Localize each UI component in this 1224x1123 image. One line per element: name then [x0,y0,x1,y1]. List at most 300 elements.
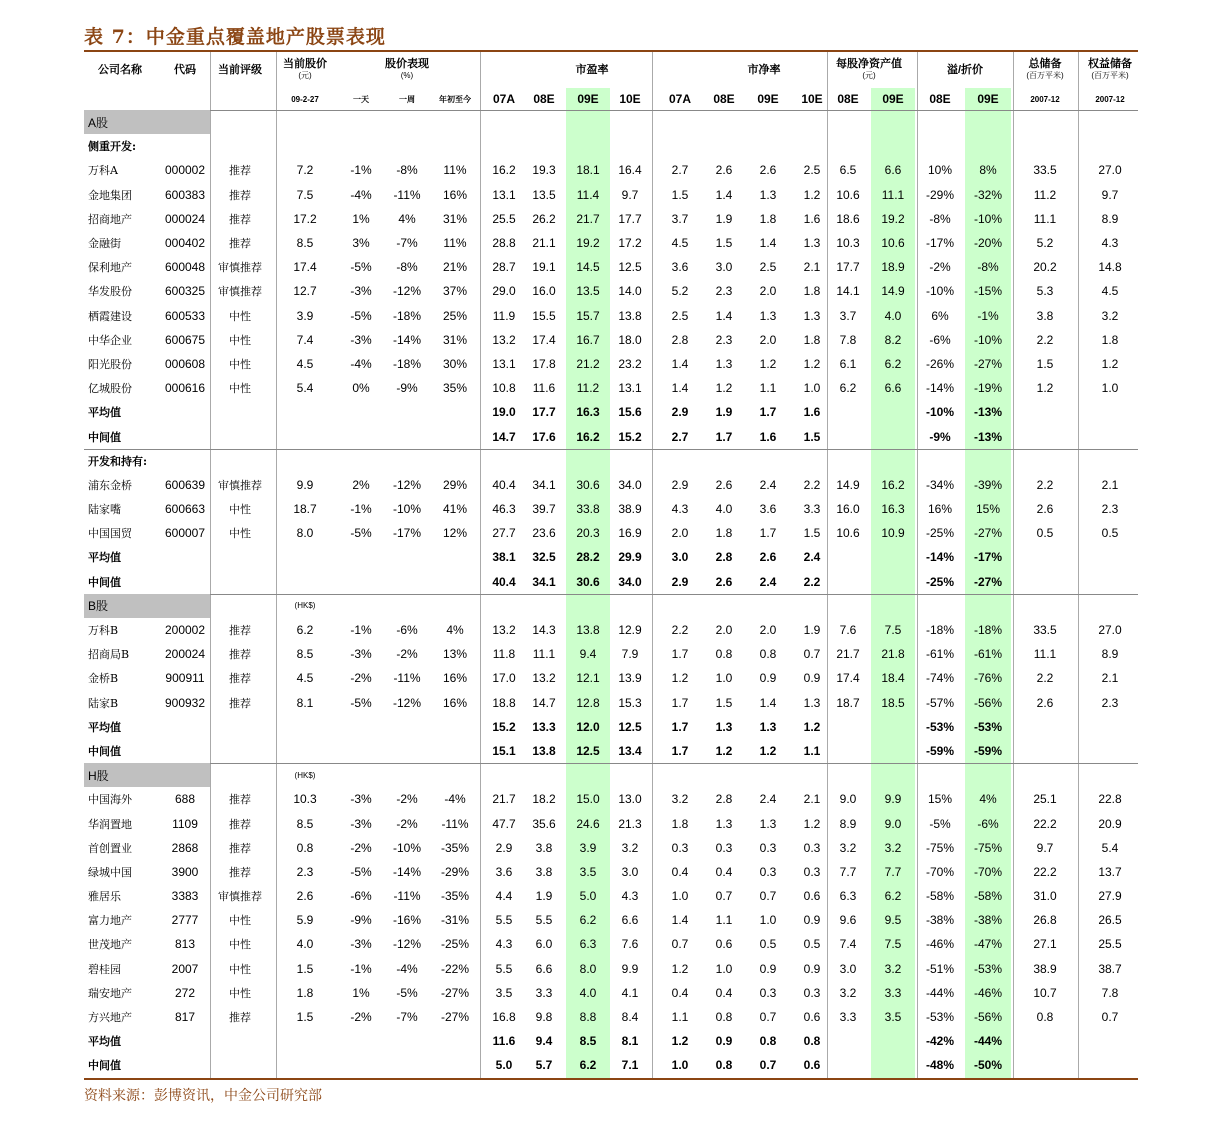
value-cell: 18.4 [881,671,905,686]
value-cell: 18.6 [836,211,860,226]
value-cell: 1.9 [803,623,821,638]
value-cell: 15.7 [576,308,600,323]
value-cell: 3.5 [579,864,597,879]
summary-label: 平均值 [88,1035,121,1049]
summary-value: 5.7 [535,1058,553,1073]
summary-value: 11.6 [492,1034,516,1049]
table-row [84,497,1138,521]
value-cell: 6.3 [839,889,857,904]
header-11 [1080,52,1140,88]
value-cell: -18% [973,623,1002,638]
value-cell: -7% [396,1010,418,1025]
value-cell: -53% [925,1010,954,1025]
value-cell: 5.4 [1101,840,1119,855]
value-cell: 11.8 [492,647,516,662]
value-cell: 2.3 [715,332,733,347]
value-cell: 1.4 [715,187,733,202]
value-cell: 5.2 [1036,236,1054,251]
value-cell: 0.9 [803,671,821,686]
value-cell: 26.2 [532,211,556,226]
summary-value: -9% [929,429,951,444]
value-cell: 0.6 [803,1010,821,1025]
value-cell: 8.1 [296,695,314,710]
value-cell: -6% [396,623,418,638]
header-2 [165,52,205,88]
value-cell: 31% [442,211,468,226]
value-cell: 34.1 [532,477,556,492]
stock-code: 600048 [164,260,206,275]
value-cell: 18.9 [881,260,905,275]
value-cell: -75% [973,840,1002,855]
rating: 中性 [229,914,251,928]
value-cell: 16% [927,502,953,517]
value-cell: 1.9 [715,211,733,226]
rating: 推荐 [229,212,251,226]
value-cell: 1.4 [715,308,733,323]
summary-value: 12.0 [576,719,600,734]
value-cell: 4.3 [495,937,513,952]
value-cell: 25% [442,308,468,323]
value-cell: 26.5 [1098,913,1122,928]
value-cell: 0.7 [1101,1010,1119,1025]
summary-value: -48% [925,1058,954,1073]
value-cell: -3% [350,284,372,299]
value-cell: -2% [350,1010,372,1025]
company-name: 中华企业 [88,333,132,347]
value-cell: 2.2 [1036,671,1054,686]
value-cell: 15.0 [576,792,600,807]
subheader-15: 08E [929,92,951,106]
value-cell: 3.6 [759,502,777,517]
summary-value: 1.5 [803,429,821,444]
stock-code: 272 [174,985,196,1000]
value-cell: 15.5 [532,308,556,323]
table-row [84,473,1138,497]
rating: 中性 [229,503,251,517]
value-cell: -2% [350,840,372,855]
value-cell: -70% [925,864,954,879]
value-cell: 16.2 [492,163,516,178]
stock-code: 600007 [164,526,206,541]
value-cell: 5.5 [495,961,513,976]
summary-value: 8.1 [621,1034,639,1049]
value-cell: 16.7 [576,332,600,347]
value-cell: 9.7 [621,187,639,202]
row-divider [84,594,1138,595]
table-row [84,376,1138,400]
value-cell: 10.3 [293,792,317,807]
value-cell: 0.3 [671,840,689,855]
value-cell: -9% [396,381,418,396]
value-cell: -11% [393,889,421,904]
value-cell: -12% [392,477,421,492]
header-row-2 [84,88,1138,110]
value-cell: 14.3 [532,623,556,638]
value-cell: 13.1 [618,381,642,396]
summary-value: 28.2 [576,550,600,565]
value-cell: -10% [392,840,421,855]
company-name: 陆家嘴 [88,503,121,517]
value-cell: -5% [350,260,372,275]
header-unit: (%) [400,71,414,80]
company-name: 金融街 [88,237,121,251]
value-cell: 2.0 [671,526,689,541]
subheader-13: 08E [837,92,859,106]
stock-code: 600533 [164,308,206,323]
value-cell: -70% [973,864,1002,879]
value-cell: -57% [925,695,954,710]
rating: 推荐 [229,648,251,662]
value-cell: -38% [925,913,954,928]
rating: 推荐 [229,188,251,202]
summary-value: -13% [973,429,1002,444]
value-cell: 16.2 [881,477,905,492]
company-name: 阳光股份 [88,357,132,371]
value-cell: 2.2 [803,477,821,492]
value-cell: -5% [350,864,372,879]
stock-code: 000002 [164,163,206,178]
value-cell: 16.0 [836,502,860,517]
value-cell: 3.0 [715,260,733,275]
value-cell: 0.7 [803,647,821,662]
stock-code: 600325 [164,284,206,299]
value-cell: 1.4 [671,913,689,928]
rating: 中性 [229,527,251,541]
summary-value: 1.7 [759,405,777,420]
value-cell: 3.3 [535,985,553,1000]
value-cell: 17.2 [618,236,642,251]
value-cell: 16% [442,187,468,202]
value-cell: 0.3 [803,864,821,879]
value-cell: -35% [440,889,469,904]
value-cell: -3% [350,816,372,831]
rating: 审慎推荐 [218,478,262,492]
table-row [84,860,1138,884]
value-cell: 1.8 [671,816,689,831]
value-cell: 6.3 [579,937,597,952]
value-cell: -47% [973,937,1002,952]
value-cell: 25.5 [492,211,516,226]
value-cell: 30% [442,356,468,371]
value-cell: 10.7 [1033,985,1057,1000]
value-cell: 9.0 [884,816,902,831]
value-cell: 3.7 [671,211,689,226]
header-label: 每股净资产值 [836,58,902,70]
value-cell: 17.4 [836,671,860,686]
summary-value: 1.2 [759,743,777,758]
value-cell: 2.2 [671,623,689,638]
summary-value: 0.9 [715,1034,733,1049]
value-cell: 0.4 [715,985,733,1000]
summary-value: 34.1 [532,574,556,589]
header-10 [1016,52,1074,88]
rating: 审慎推荐 [218,890,262,904]
value-cell: 7.5 [884,937,902,952]
value-cell: 4.1 [621,985,639,1000]
value-cell: 2.0 [759,623,777,638]
header-label: 市盈率 [575,64,609,76]
stock-code: 2007 [171,961,199,976]
value-cell: 1.3 [759,816,777,831]
summary-row [84,570,1138,594]
value-cell: 20.3 [576,526,600,541]
value-cell: 34.0 [618,477,642,492]
summary-value: 0.7 [759,1058,777,1073]
value-cell: 23.6 [532,526,556,541]
company-name: 亿城股份 [88,382,132,396]
value-cell: 4.0 [715,502,733,517]
summary-value: 0.8 [803,1034,821,1049]
summary-value: 1.7 [671,719,689,734]
value-cell: -9% [350,913,372,928]
value-cell: 2.0 [759,332,777,347]
value-cell: 17.4 [293,260,317,275]
currency-note: (HK$) [294,770,316,780]
value-cell: -51% [925,961,954,976]
value-cell: -61% [925,647,954,662]
value-cell: 5.5 [495,913,513,928]
company-name: 浦东金桥 [88,478,132,492]
value-cell: 16% [442,695,468,710]
value-cell: 1.2 [803,356,821,371]
value-cell: 9.5 [884,913,902,928]
value-cell: 13.7 [1098,864,1122,879]
summary-value: 1.1 [803,743,821,758]
header-unit: (元) [298,71,312,80]
value-cell: 27.1 [1033,937,1057,952]
group-label: 侧重开发: [88,140,137,154]
value-cell: 4.5 [296,671,314,686]
value-cell: 2.5 [671,308,689,323]
value-cell: 7.5 [884,623,902,638]
subheader-5: 07A [492,92,515,106]
value-cell: 0.6 [803,889,821,904]
value-cell: 5.0 [579,889,597,904]
header-label: 权益储备 [1088,58,1132,70]
value-cell: 1.6 [803,211,821,226]
value-cell: 1.4 [759,236,777,251]
stock-code: 688 [174,792,196,807]
summary-value: 14.7 [492,429,516,444]
company-name: 保利地产 [88,261,132,275]
value-cell: 18.8 [492,695,516,710]
company-name: 雅居乐 [88,890,121,904]
value-cell: -53% [973,961,1002,976]
summary-value: 1.2 [671,1034,689,1049]
value-cell: 1.8 [803,284,821,299]
value-cell: -10% [973,332,1002,347]
header-label: 当前评级 [218,64,262,76]
stock-table [84,52,1138,1078]
value-cell: 6.6 [535,961,553,976]
value-cell: 19.3 [532,163,556,178]
value-cell: 46.3 [492,502,516,517]
rating: 推荐 [229,164,251,178]
value-cell: -46% [973,985,1002,1000]
stock-code: 1109 [172,816,198,831]
header-unit: (元) [862,71,876,80]
value-cell: -18% [925,623,954,638]
value-cell: -27% [973,526,1002,541]
value-cell: 14.7 [532,695,556,710]
value-cell: -10% [973,211,1002,226]
value-cell: 3.0 [621,864,639,879]
rating: 中性 [229,986,251,1000]
value-cell: 1.7 [671,695,689,710]
value-cell: 2.9 [495,840,513,855]
value-cell: 0.3 [803,985,821,1000]
summary-value: 34.0 [618,574,642,589]
summary-value: 1.9 [715,405,733,420]
summary-value: 15.2 [492,719,516,734]
value-cell: 2.3 [1101,695,1119,710]
value-cell: 21.2 [576,356,600,371]
summary-value: -13% [973,405,1002,420]
value-cell: 2.6 [1036,695,1054,710]
rating: 审慎推荐 [218,285,262,299]
value-cell: 38.9 [1033,961,1057,976]
value-cell: 14.5 [576,260,600,275]
value-cell: 1.7 [759,526,777,541]
value-cell: 3.2 [671,792,689,807]
value-cell: 9.9 [884,792,902,807]
value-cell: 8% [979,163,997,178]
value-cell: -2% [396,816,418,831]
value-cell: 10.6 [836,187,860,202]
value-cell: 21% [442,260,468,275]
value-cell: -6% [929,332,951,347]
value-cell: -34% [925,477,954,492]
value-cell: 17.8 [532,356,556,371]
value-cell: 4.5 [671,236,689,251]
header-label: 公司名称 [98,64,142,76]
value-cell: 16.0 [532,284,556,299]
value-cell: 9.0 [839,792,857,807]
header-3 [210,52,270,88]
summary-value: -44% [973,1034,1002,1049]
rating: 中性 [229,938,251,952]
value-cell: 1.4 [671,381,689,396]
value-cell: 3.2 [621,840,639,855]
value-cell: 38.7 [1098,961,1122,976]
value-cell: 12.9 [618,623,642,638]
value-cell: 18.7 [293,502,317,517]
subheader-17: 2007-12 [1030,94,1060,104]
stock-code: 900911 [165,671,205,686]
row-divider [84,110,1138,111]
header-9 [920,52,1010,88]
value-cell: -61% [973,647,1002,662]
value-cell: 3.2 [839,840,857,855]
value-cell: 9.6 [839,913,857,928]
value-cell: -8% [396,260,418,275]
value-cell: 3.9 [296,308,314,323]
summary-value: 1.7 [671,743,689,758]
table-row [84,207,1138,231]
value-cell: 16.8 [492,1010,516,1025]
value-cell: 0.5 [1036,526,1054,541]
value-cell: -17% [392,526,421,541]
summary-value: 13.3 [532,719,556,734]
summary-value: 2.7 [671,429,689,444]
value-cell: -26% [925,356,954,371]
value-cell: -20% [973,236,1002,251]
value-cell: 21.8 [881,647,905,662]
source-note: 资料来源：彭博资讯，中金公司研究部 [84,1088,322,1104]
value-cell: 2.5 [803,163,821,178]
stock-code: 200002 [164,623,206,638]
value-cell: 20.2 [1033,260,1057,275]
value-cell: 11% [443,163,467,178]
value-cell: -3% [350,792,372,807]
value-cell: 22.2 [1033,864,1057,879]
value-cell: 1.2 [803,816,821,831]
summary-value: -25% [925,574,954,589]
value-cell: 2.3 [296,864,314,879]
value-cell: 28.8 [492,236,516,251]
summary-value: 19.0 [492,405,516,420]
value-cell: 27.0 [1098,163,1122,178]
value-cell: -12% [392,695,421,710]
value-cell: 9.4 [579,647,597,662]
row-divider [84,449,1138,450]
header-4 [277,52,333,88]
value-cell: 3.9 [579,840,597,855]
value-cell: 17.2 [293,211,317,226]
value-cell: 8.5 [296,236,314,251]
value-cell: -2% [929,260,951,275]
summary-row [84,715,1138,739]
summary-value: 32.5 [532,550,556,565]
value-cell: 2.3 [715,284,733,299]
summary-value: 6.2 [579,1058,597,1073]
value-cell: 38.9 [618,502,642,517]
column-divider [1013,52,1014,1078]
rating: 推荐 [229,237,251,251]
value-cell: -10% [392,502,421,517]
rating: 推荐 [229,696,251,710]
value-cell: 30.6 [576,477,600,492]
value-cell: 5.9 [296,913,314,928]
value-cell: 1.0 [759,913,777,928]
value-cell: 1.5 [715,236,733,251]
value-cell: 10.9 [881,526,905,541]
value-cell: -3% [350,332,372,347]
value-cell: 1.3 [803,308,821,323]
summary-value: -53% [973,719,1002,734]
value-cell: 1.5 [1036,356,1054,371]
company-name: 华润置地 [88,817,132,831]
value-cell: 6.6 [884,163,902,178]
value-cell: 3.6 [671,260,689,275]
value-cell: 47.7 [492,816,516,831]
summary-value: 2.9 [671,574,689,589]
value-cell: 1.0 [715,961,733,976]
header-label: 代码 [174,64,196,76]
row-divider [84,763,1138,764]
value-cell: 29% [442,477,468,492]
value-cell: 0.8 [296,840,314,855]
value-cell: 22.2 [1033,816,1057,831]
value-cell: 0.9 [803,913,821,928]
header-label: 总储备 [1028,58,1062,70]
summary-label: 中间值 [88,1059,121,1073]
value-cell: 5.3 [1036,284,1054,299]
value-cell: 2.6 [715,163,733,178]
value-cell: 0.5 [803,937,821,952]
value-cell: 8.2 [884,332,902,347]
value-cell: 3.3 [839,1010,857,1025]
